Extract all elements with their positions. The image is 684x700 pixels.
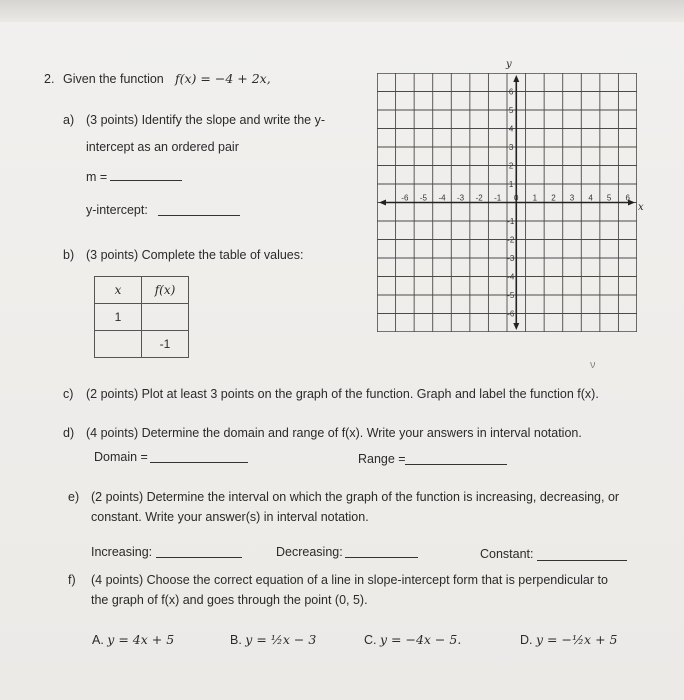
x-tick-label: -6 — [401, 193, 409, 203]
decreasing-answer-blank[interactable] — [345, 557, 418, 558]
y-axis-arrow-up — [513, 75, 519, 82]
table-header-row — [95, 277, 189, 304]
table-header-fx: f(x) — [142, 277, 189, 304]
x-tick-label: -1 — [494, 193, 502, 203]
page-top-edge — [0, 0, 684, 22]
y-tick-label: 6 — [508, 87, 514, 97]
x-tick-label: 4 — [588, 193, 593, 203]
part-a-label: a) — [63, 113, 75, 127]
part-e-line1: (2 points) Determine the interval on which the graph of the function is increasing, decreasing, or — [91, 490, 620, 504]
choice-a-letter: A. — [92, 633, 104, 647]
slope-answer-blank[interactable] — [110, 180, 182, 181]
x-tick-label: 2 — [551, 193, 556, 203]
part-e-line2: constant. Write your answer(s) in interval notation. — [91, 510, 369, 524]
y-axis-arrow-down — [513, 323, 519, 330]
constant-label: Constant: — [480, 547, 534, 561]
table-cell-x: 1 — [95, 304, 142, 331]
constant-answer-blank[interactable] — [537, 560, 627, 561]
x-tick-label: -2 — [475, 193, 483, 203]
choice-b[interactable] — [230, 632, 316, 647]
increasing-answer-blank[interactable] — [156, 557, 242, 558]
domain-answer-blank[interactable] — [150, 462, 248, 463]
y-intercept-label: y-intercept: — [86, 203, 148, 217]
x-tick-label: 3 — [569, 193, 575, 203]
table-cell-fx: -1 — [142, 331, 189, 358]
part-e-label: e) — [68, 490, 80, 504]
y-tick-label: -3 — [507, 254, 515, 263]
range-answer-blank[interactable] — [405, 464, 507, 465]
y-tick-label: 1 — [508, 180, 514, 189]
choice-d[interactable] — [520, 632, 617, 647]
y-intercept-answer-blank[interactable] — [158, 215, 240, 216]
x-tick-label: -5 — [419, 193, 427, 203]
table-row — [95, 331, 189, 358]
y-tick-label: -6 — [507, 309, 515, 319]
choice-c[interactable] — [364, 632, 461, 647]
part-c-text: (2 points) Plot at least 3 points on the graph of the function. Graph and label the function f(x). — [86, 387, 599, 401]
choice-c-letter: C. — [364, 633, 377, 647]
origin-label: 0 — [514, 193, 519, 203]
x-tick-label: 6 — [625, 193, 630, 203]
choice-a-expression: y = 4x + 5 — [107, 632, 175, 647]
x-tick-labels — [401, 194, 630, 203]
part-c-label: c) — [63, 387, 74, 401]
table-cell-fx-input[interactable] — [142, 304, 189, 331]
stray-pencil-mark: ν — [590, 359, 596, 371]
choice-d-letter: D. — [520, 633, 533, 647]
part-a-line1: (3 points) Identify the slope and write the y- — [86, 113, 326, 127]
table-cell-x-input[interactable] — [95, 331, 142, 358]
part-b-text: (3 points) Complete the table of values: — [86, 248, 304, 262]
domain-label: Domain = — [94, 450, 148, 464]
table-row — [95, 304, 189, 331]
slope-label: m = — [86, 170, 108, 184]
x-axis-arrow-left — [379, 200, 386, 206]
choice-d-expression: y = −½x + 5 — [535, 632, 618, 647]
part-f-line2: the graph of f(x) and goes through the point (0, 5). — [91, 593, 368, 607]
coordinate-grid[interactable] — [377, 73, 637, 332]
x-tick-label: -3 — [457, 193, 465, 203]
part-f-line1: (4 points) Choose the correct equation of a line in slope-intercept form that is perpendicular to — [91, 573, 608, 587]
values-table — [94, 276, 189, 358]
choice-c-expression: y = −4x − 5. — [379, 632, 462, 647]
part-d-label: d) — [63, 426, 75, 440]
choice-b-expression: y = ½x − 3 — [245, 632, 317, 647]
x-axis-label: x — [638, 202, 644, 213]
choice-b-letter: B. — [230, 633, 242, 647]
question-number: 2. — [44, 72, 55, 86]
y-tick-label: 5 — [508, 106, 514, 115]
part-d-text: (4 points) Determine the domain and range of f(x). Write your answers in interval notation. — [86, 426, 582, 440]
part-a-line2: intercept as an ordered pair — [86, 140, 239, 154]
range-label: Range = — [358, 452, 406, 466]
y-tick-label: -4 — [507, 272, 515, 282]
function-expression: f(x) = −4 + 2x, — [175, 71, 271, 86]
x-tick-label: -4 — [438, 193, 446, 203]
y-tick-label: -1 — [507, 217, 515, 226]
y-tick-label: -5 — [507, 291, 515, 300]
decreasing-label: Decreasing: — [276, 545, 343, 559]
x-tick-label: 5 — [606, 193, 612, 203]
question-intro: Given the function — [63, 72, 164, 86]
y-tick-label: 4 — [508, 124, 514, 134]
y-axis-label: y — [506, 59, 512, 70]
table-header-x: x — [95, 277, 142, 304]
y-tick-label: 3 — [508, 143, 514, 152]
part-b-label: b) — [63, 248, 75, 262]
part-f-label: f) — [68, 573, 76, 587]
y-tick-label: -2 — [507, 235, 515, 245]
y-tick-label: 2 — [508, 161, 514, 171]
increasing-label: Increasing: — [91, 545, 153, 559]
x-tick-label: 1 — [532, 193, 538, 203]
choice-a[interactable] — [92, 632, 174, 647]
